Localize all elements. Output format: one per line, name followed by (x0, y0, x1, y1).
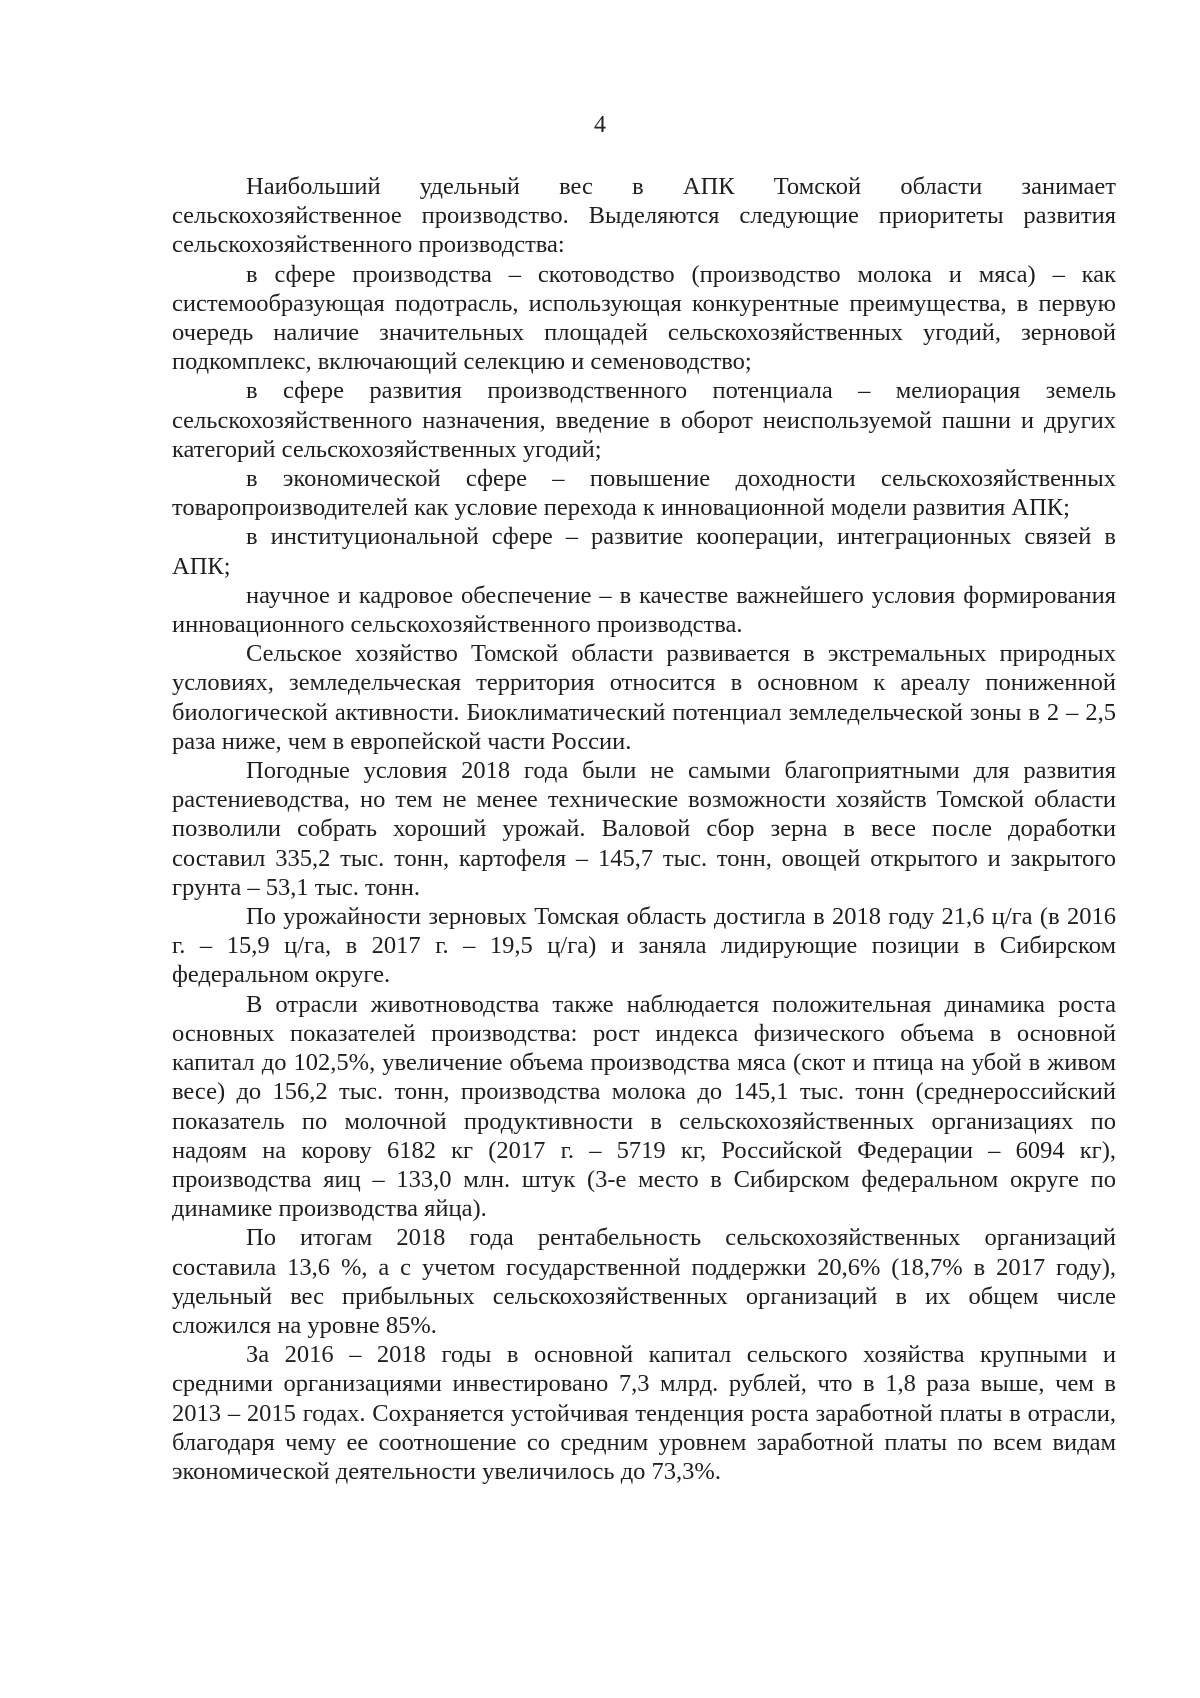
paragraph: научное и кадровое обеспечение – в качестве важнейшего условия формирования инновационного сельскохозяйственного производства. (172, 581, 1116, 639)
paragraph: Сельское хозяйство Томской области развивается в экстремальных природных условиях, земледельческая территория относится в основном к ареалу пониженной биологической активности. Биоклиматический потенциал земледельческой зоны в 2 – 2,5 раза ниже, чем в европейской части России. (172, 640, 1116, 755)
paragraph: В отрасли животноводства также наблюдается положительная динамика роста основных показателей производства: рост индекса физического объема в основной капитал до 102,5%, увеличение объема производства мяса (скот и птица на убой в живом весе) до 156,2 тыс. тонн, производства молока до 145,1 тыс. тонн (среднероссийский показатель по молочной продуктивности в сельскохозяйственных организациях по надоям на корову 6182 кг (2017 г. – 5719 кг, Российской Федерации – 6094 кг), производства яиц – 133,0 млн. штук (3-е место в Сибирском федеральном округе по динамике производства яйца). (172, 990, 1116, 1223)
page-number: 4 (594, 112, 606, 138)
paragraph: в сфере развития производственного потенциала – мелиорация земель сельскохозяйственного назначения, введение в оборот неиспользуемой пашни и других категорий сельскохозяйственных угодий; (172, 377, 1116, 463)
paragraph: в институциональной сфере – развитие кооперации, интеграционных связей в АПК; (172, 523, 1116, 580)
paragraph: в сфере производства – скотоводство (производство молока и мяса) – как системообразующая подотрасль, использующая конкурентные преимущества, в первую очередь наличие значительных площадей сельскохозяйственных угодий, зерновой подкомплекс, включающий селекцию и семеноводство; (172, 260, 1116, 376)
paragraph: За 2016 – 2018 годы в основной капитал сельского хозяйства крупными и средними организациями инвестировано 7,3 млрд. рублей, что в 1,8 раза выше, чем в 2013 – 2015 годах. Сохраняется устойчивая тенденция роста заработной платы в отрасли, благодаря чему ее соотношение со средним уровнем заработной платы по всем видам экономической деятельности увеличилось до 73,3%. (172, 1341, 1116, 1485)
document-body (172, 172, 1116, 1486)
paragraph: Погодные условия 2018 года были не самыми благоприятными для развития растениеводства, но тем не менее технические возможности хозяйств Томской области позволили собрать хороший урожай. Валовой сбор зерна в весе после доработки составил 335,2 тыс. тонн, картофеля – 145,7 тыс. тонн, овощей открытого и закрытого грунта – 53,1 тыс. тонн. (172, 757, 1116, 901)
paragraph: в экономической сфере – повышение доходности сельскохозяйственных товаропроизводителей как условие перехода к инновационной модели развития АПК; (172, 465, 1116, 522)
paragraph: По урожайности зерновых Томская область достигла в 2018 году 21,6 ц/га (в 2016 г. – 15,9 ц/га, в 2017 г. – 19,5 ц/га) и заняла лидирующие позиции в Сибирском федеральном округе. (172, 903, 1116, 989)
paragraph: Наибольший удельный вес в АПК Томской области занимает сельскохозяйственное производство. Выделяются следующие приоритеты развития сельскохозяйственного производства: (172, 173, 1116, 259)
paragraph: По итогам 2018 года рентабельность сельскохозяйственных организаций составила 13,6 %, а с учетом государственной поддержки 20,6% (18,7% в 2017 году), удельный вес прибыльных сельскохозяйственных организаций в их общем числе сложился на уровне 85%. (172, 1224, 1116, 1339)
